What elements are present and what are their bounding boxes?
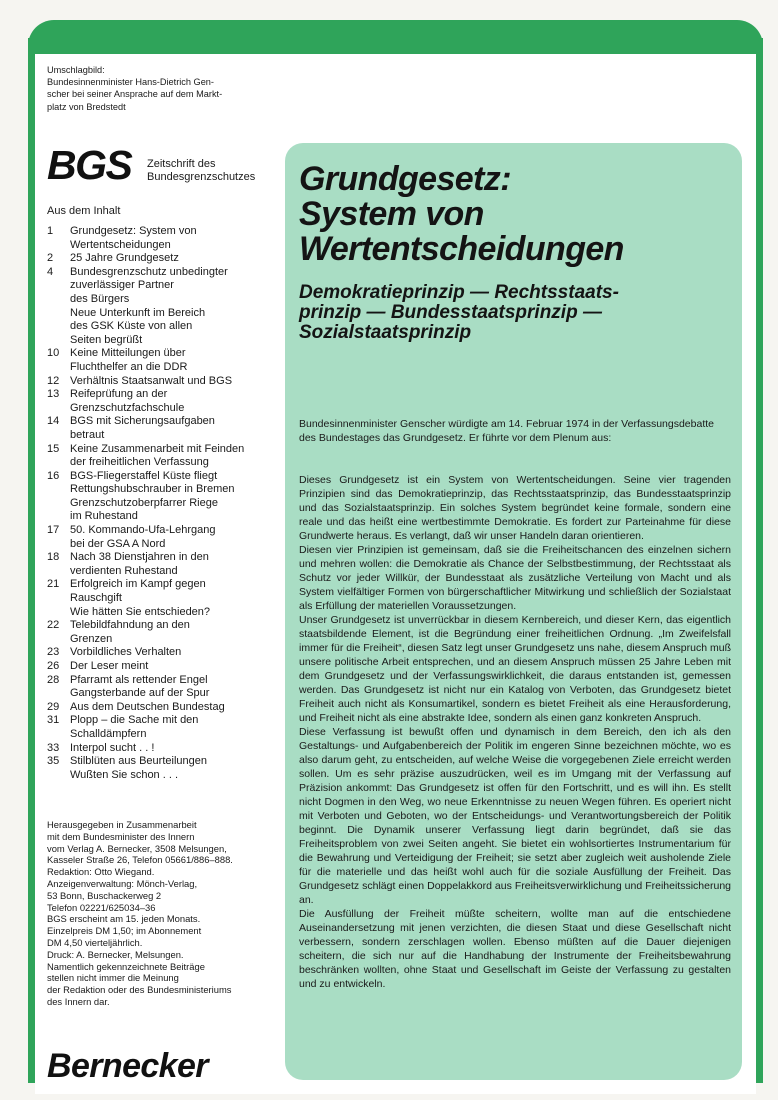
toc-page-number: 15 bbox=[47, 442, 60, 455]
toc-title: Grundgesetz: System von Wertentscheidungen bbox=[70, 225, 197, 251]
toc-page-number: 10 bbox=[47, 347, 60, 360]
toc-page-number: 33 bbox=[47, 741, 60, 754]
article-title bbox=[299, 162, 729, 267]
toc-title: Nach 38 Dienstjahren in den verdienten Ruhestand bbox=[70, 551, 209, 577]
toc-title: 25 Jahre Grundgesetz bbox=[70, 252, 179, 265]
toc-title: Interpol sucht . . ! bbox=[70, 741, 155, 754]
toc-title: Aus dem Deutschen Bundestag bbox=[70, 700, 225, 713]
article-intro: Bundesinnenminister Genscher würdigte am 14. Februar 1974 in der Verfassungsdebatte des Bundestages das Grundgesetz. Er führte vor dem Plenum aus: bbox=[299, 418, 714, 444]
toc-title: Plopp – die Sache mit den Schalldämpfern bbox=[70, 714, 199, 740]
toc-title: Keine Zusammenarbeit mit Feinden der freiheitlichen Verfassung bbox=[70, 442, 245, 469]
masthead-subtitle-line: Zeitschrift des bbox=[147, 158, 216, 170]
toc-title: Stilblüten aus Beurteilungen Wußten Sie schon . . . bbox=[70, 755, 207, 781]
toc-entry bbox=[47, 755, 287, 782]
article-paragraph: Unser Grundgesetz ist unverrückbar in diesem Kernbereich, und dieser Kern, das eigentlich staatsbildende Element, ist die Begründung einer freiheitlichen Ordnung. „Im Zweifelsfall immer für die Freiheit“, diesen Satz legt unser Grundgesetz uns nahe, diesem Anspruch muß unsere politische Arbeit entsprechen, und an diesem Anspruch müssen 25 Jahre Leben mit dem Grundgesetz und der Verfassungswirklichkeit, die daraus entstanden ist, gemessen werden. Das Grundgesetz ist nicht nur ein Katalog von Verboten, das Grundgesetz bietet Freiheit auch nicht als Konsumartikel, sondern es bietet Freiheit als eine Herausforderung, und Freiheit nicht als eine abstrakte Idee, sondern als einen ganz konkreten Anspruch. bbox=[299, 614, 731, 724]
imprint-line: vom Verlag A. Bernecker, 3508 Melsungen, bbox=[47, 842, 227, 854]
toc-entry bbox=[47, 701, 287, 715]
green-frame-right bbox=[756, 38, 763, 1083]
imprint-line: Anzeigenverwaltung: Mönch-Verlag, bbox=[47, 877, 198, 889]
toc-page-number: 4 bbox=[47, 265, 54, 278]
toc-page-number: 23 bbox=[47, 646, 60, 659]
toc-page-number: 14 bbox=[47, 415, 60, 428]
toc-entry bbox=[47, 415, 287, 442]
toc-entry bbox=[47, 742, 287, 756]
toc-entry bbox=[47, 714, 287, 741]
imprint-line: 53 Bonn, Buschackerweg 2 bbox=[47, 889, 162, 901]
toc-title: BGS-Fliegerstaffel Küste fliegt Rettungshubschrauber in Bremen Grenzschutzoberpfarrer Riege im Ruhestand bbox=[70, 469, 235, 523]
imprint-line: Telefon 02221/625034–36 bbox=[47, 901, 156, 913]
toc-page-number: 16 bbox=[47, 469, 60, 482]
toc-page-number: 29 bbox=[47, 700, 60, 713]
toc-entry bbox=[47, 578, 287, 619]
imprint-line: Kasseler Straße 26, Telefon 05661/886–888. bbox=[47, 854, 233, 866]
toc-page-number: 17 bbox=[47, 524, 60, 537]
toc-entry bbox=[47, 388, 287, 415]
article-subtitle-line: prinzip — Bundesstaatsprinzip — bbox=[299, 302, 602, 323]
toc-title: Keine Mitteilungen über Fluchthelfer an die DDR bbox=[70, 347, 188, 373]
masthead bbox=[47, 142, 287, 188]
article-body bbox=[299, 473, 731, 991]
toc-title: Bundesgrenzschutz unbedingter zuverlässiger Partner des Bürgers Neue Unterkunft im Bereich des GSK Küste von allen Seiten begrüßt bbox=[70, 265, 228, 346]
toc-page-number: 35 bbox=[47, 755, 60, 768]
toc-title: Telebildfahndung an den Grenzen bbox=[70, 619, 190, 645]
article-title-line: System von bbox=[299, 195, 484, 233]
toc-page-number: 13 bbox=[47, 388, 60, 401]
article-subtitle-line: Sozialstaatsprinzip bbox=[299, 322, 472, 343]
toc-entry bbox=[47, 619, 287, 646]
article-title-line: Wertentscheidungen bbox=[299, 230, 624, 268]
cover-caption bbox=[47, 64, 272, 113]
article-paragraph: Dieses Grundgesetz ist ein System von Wertentscheidungen. Seine vier tragenden Prinzipien sind das Demokratieprinzip, das Rechtsstaatsprinzip, das Bundesstaatsprinzip und das Sozialstaatsprinzip. Ein solches System begründet keine formale, sondern eine reale und das heißt eine wertbestimmte Demokratie. Es fordert zur Parteinahme für diese Grundwerte heraus. Es verlangt, daß wir unser Handeln daran orientieren. bbox=[299, 474, 731, 542]
imprint bbox=[47, 819, 282, 1008]
contents-heading: Aus dem Inhalt bbox=[47, 205, 121, 217]
table-of-contents bbox=[47, 225, 287, 782]
toc-entry bbox=[47, 551, 287, 578]
toc-page-number: 26 bbox=[47, 660, 60, 672]
toc-entry bbox=[47, 674, 287, 701]
article-paragraph: Diesen vier Prinzipien ist gemeinsam, daß sie die Freiheitschancen des einzelnen sichern und mehren wollen: die Demokratie als Chance der Selbstbestimmung, der Rechtsstaat als Schutz vor jeder Willkür, der Bundesstaat als zusätzliche Verteilung von Macht und als System vielfältiger Formen von bürgerschaftlicher Mitwirkung und schließlich der Sozialstaat als Erfüllung der materiellen Voraussetzungen. bbox=[299, 544, 731, 612]
toc-title: BGS mit Sicherungsaufgaben betraut bbox=[70, 415, 215, 441]
toc-title: Reifeprüfung an der Grenzschutzfachschule bbox=[70, 388, 185, 414]
imprint-line: des Innern dar. bbox=[47, 995, 110, 1007]
green-frame-left bbox=[28, 38, 35, 1083]
toc-entry bbox=[47, 266, 287, 348]
toc-page-number: 12 bbox=[47, 374, 60, 387]
article-paragraph: Die Ausfüllung der Freiheit müßte scheitern, wollte man auf die entschiedene Auseinandersetzung mit jenen verzichten, die diesen Staat und diese Gesellschaft nicht verbessern, sondern zerschlagen wollen. Ebenso müßten auf die Dauer diejenigen scheitern, die sich nur auf die Handhabung der Instrumente der Freiheitsbewahrung beschränken wollten, ohne Staat und Gesellschaft im Geiste der Verfassung zu gestalten und zu entwickeln. bbox=[299, 908, 731, 990]
imprint-line: DM 4,50 vierteljährlich. bbox=[47, 936, 143, 948]
article-subtitle-line: Demokratieprinzip — Rechtsstaats- bbox=[299, 282, 619, 303]
toc-page-number: 21 bbox=[47, 578, 60, 591]
caption-line: platz von Bredstedt bbox=[47, 101, 126, 112]
toc-title: Verhältnis Staatsanwalt und BGS bbox=[70, 374, 233, 387]
toc-entry bbox=[47, 470, 287, 524]
toc-title: 50. Kommando-Ufa-Lehrgang bei der GSA A Nord bbox=[70, 524, 216, 550]
toc-title: Der Leser meint bbox=[70, 660, 149, 672]
publisher-logo: Bernecker bbox=[47, 1047, 208, 1085]
imprint-line: Druck: A. Bernecker, Melsungen. bbox=[47, 948, 184, 960]
toc-page-number: 2 bbox=[47, 252, 54, 265]
masthead-subtitle bbox=[147, 158, 255, 183]
toc-page-number: 22 bbox=[47, 619, 60, 632]
imprint-line: Redaktion: Otto Wiegand. bbox=[47, 866, 155, 878]
article-title-line: Grundgesetz: bbox=[299, 160, 511, 198]
toc-page-number: 28 bbox=[47, 673, 60, 686]
imprint-line: stellen nicht immer die Meinung bbox=[47, 972, 179, 984]
toc-entry bbox=[47, 660, 287, 674]
toc-entry bbox=[47, 524, 287, 551]
masthead-subtitle-line: Bundesgrenzschutzes bbox=[147, 170, 256, 183]
imprint-line: Namentlich gekennzeichnete Beiträge bbox=[47, 960, 205, 972]
toc-entry bbox=[47, 375, 287, 389]
imprint-line: der Redaktion oder des Bundesministeriums bbox=[47, 984, 232, 996]
imprint-line: mit dem Bundesminister des Innern bbox=[47, 830, 195, 842]
imprint-line: Einzelpreis DM 1,50; im Abonnement bbox=[47, 925, 202, 937]
toc-entry bbox=[47, 225, 287, 252]
article-subtitle bbox=[299, 283, 729, 343]
imprint-line: Herausgegeben in Zusammenarbeit bbox=[47, 819, 197, 830]
toc-entry bbox=[47, 347, 287, 374]
article-paragraph: Diese Verfassung ist bewußt offen und dynamisch in dem Bereich, den ich als den Gestaltungs- und Aufgabenbereich der Politik im engeren Sinne bezeichnen möchte, wo es also darum geht, zu entscheiden, auf welche Weise die vorgegebenen Ziele erreicht werden sollen. Um es sehr präzise auszudrücken, weil es im Umgang mit der Verfassung auf Präzision ankommt: Das Grundgesetz ist offen für den Fortschritt, und es will ihn. Es stellt nicht Dogmen in den Weg, wo neue Erkenntnisse zu neuen Wegen führen. Es operiert nicht mit Verboten und Geboten, wo der Entscheidungs- und Verantwortungsbereich der Politik beginnt. Die Dynamik unserer Verfassung liegt darin begründet, daß sie das Freiheitsproblem von zwei Seiten angeht. Sie bietet ein wohlsortiertes Instrumentarium für die Bewahrung und Verteidigung der Freiheit; sie setzt aber zugleich weit ausholende Ziele für die materielle und das heißt wohl auch für die soziale Ausfüllung der Freiheit. Das Grundgesetz schlägt einen Doppelakkord aus Freiheitsverwirklichung und Freiheitssicherung an. bbox=[299, 726, 731, 906]
toc-entry bbox=[47, 252, 287, 266]
toc-title: Pfarramt als rettender Engel Gangsterbande auf der Spur bbox=[70, 673, 210, 700]
caption-heading: Umschlagbild: bbox=[47, 65, 105, 75]
toc-title: Vorbildliches Verhalten bbox=[70, 646, 182, 659]
green-frame-top bbox=[28, 20, 763, 54]
caption-line: scher bei seiner Ansprache auf dem Markt- bbox=[47, 89, 223, 100]
toc-entry bbox=[47, 646, 287, 660]
toc-title: Erfolgreich im Kampf gegen Rauschgift Wie hätten Sie entschieden? bbox=[70, 578, 211, 618]
caption-line: Bundesinnenminister Hans-Dietrich Gen- bbox=[47, 77, 214, 88]
toc-page-number: 31 bbox=[47, 714, 60, 727]
bgs-logo: BGS bbox=[47, 142, 132, 188]
toc-entry bbox=[47, 443, 287, 470]
toc-page-number: 1 bbox=[47, 225, 54, 237]
toc-page-number: 18 bbox=[47, 551, 60, 564]
imprint-line: BGS erscheint am 15. jeden Monats. bbox=[47, 913, 201, 925]
